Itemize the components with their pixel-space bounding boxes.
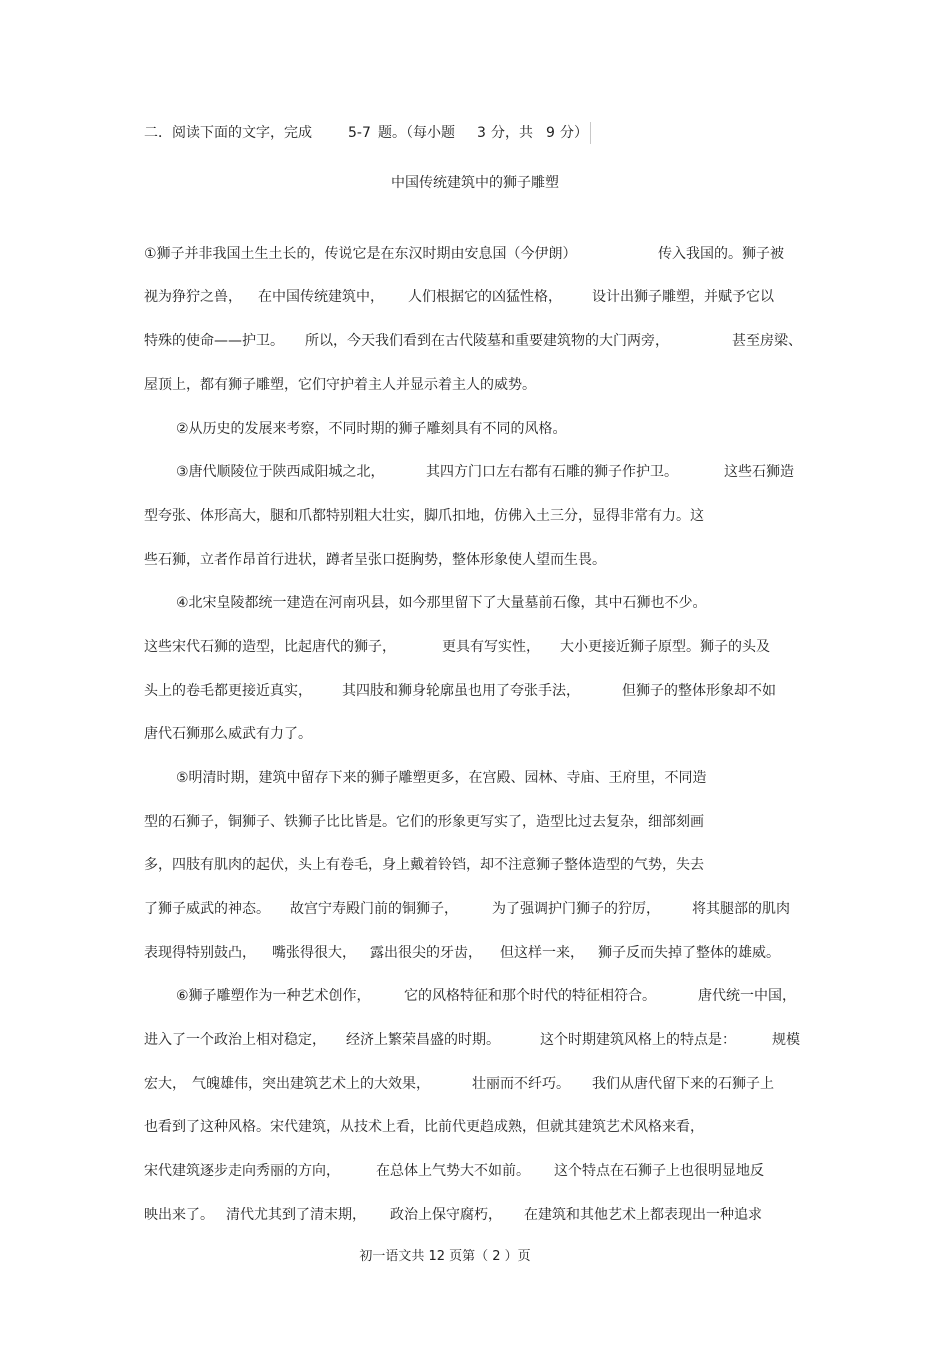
line-segment: 头上的卷毛都更接近真实， <box>144 683 312 699</box>
score-mid: 分，共 <box>491 125 533 141</box>
line-segment: 型的石狮子，铜狮子、铁狮子比比皆是。它们的形象更写实了，造型比过去复杂，细部刻画 <box>144 814 704 830</box>
body-line <box>0 766 950 790</box>
question-detail: 题。（每小题 <box>378 125 455 141</box>
line-segment: 规模 <box>772 1032 800 1048</box>
line-segment: 但狮子的整体形象却不如 <box>622 683 776 699</box>
body-line <box>0 591 950 615</box>
line-segment: 这些石狮造 <box>724 464 794 480</box>
body-line <box>0 853 950 877</box>
line-segment: 宏大， <box>144 1076 186 1092</box>
line-segment: 清代尤其到了清末期， <box>226 1207 366 1223</box>
line-segment: 也看到了这种风格。宋代建筑，从技术上看，比前代更趋成熟，但就其建筑艺术风格来看， <box>144 1119 704 1135</box>
line-segment: 传入我国的。狮子被 <box>658 246 784 262</box>
line-segment: 宋代建筑逐步走向秀丽的方向， <box>144 1163 340 1179</box>
article-title: 中国传统建筑中的狮子雕塑 <box>391 175 559 191</box>
body-line <box>0 329 950 353</box>
line-segment: ②从历史的发展来考察，不同时期的狮子雕刻具有不同的风格。 <box>176 421 567 437</box>
text-cursor-divider <box>590 122 591 144</box>
line-segment: 表现得特别鼓凸， <box>144 945 256 961</box>
line-segment: 在建筑和其他艺术上都表现出一种追求 <box>524 1207 762 1223</box>
line-segment: 这个特点在石狮子上也很明显地反 <box>554 1163 764 1179</box>
line-segment: ③唐代顺陵位于陕西咸阳城之北， <box>176 464 385 480</box>
line-segment: 大小更接近狮子原型。狮子的头及 <box>560 639 770 655</box>
body-line <box>0 679 950 703</box>
body-line <box>0 504 950 528</box>
body-line <box>0 548 950 572</box>
line-segment: 它的风格特征和那个时代的特征相符合。 <box>404 988 656 1004</box>
body-line <box>0 810 950 834</box>
line-segment: 更具有写实性， <box>442 639 540 655</box>
line-segment: 视为狰狞之兽， <box>144 289 242 305</box>
score-each: 3 <box>477 125 486 141</box>
line-segment: 人们根据它的凶猛性格， <box>408 289 562 305</box>
body-line <box>0 722 950 746</box>
line-segment: 多，四肢有肌肉的起伏，头上有卷毛，身上戴着铃铛，却不注意狮子整体造型的气势，失去 <box>144 857 704 873</box>
body-line <box>0 941 950 965</box>
score-total: 9 <box>546 125 555 141</box>
question-intro: 二．阅读下面的文字，完成 <box>144 125 312 141</box>
body-line <box>0 897 950 921</box>
score-end: 分） <box>560 125 588 141</box>
line-segment: 在总体上气势大不如前。 <box>376 1163 530 1179</box>
line-segment: 气魄雄伟，突出建筑艺术上的大效果， <box>192 1076 430 1092</box>
body-line <box>0 460 950 484</box>
body-line <box>0 417 950 441</box>
line-segment: ①狮子并非我国土生土长的，传说它是在东汉时期由安息国（今伊朗） <box>144 246 577 262</box>
body-line <box>0 1159 950 1183</box>
body-line <box>0 242 950 266</box>
page-footer: 初一语文共 12 页第（ 2 ）页 <box>359 1249 531 1264</box>
line-segment: 故宫宁寿殿门前的铜狮子， <box>290 901 458 917</box>
line-segment: 我们从唐代留下来的石狮子上 <box>592 1076 774 1092</box>
line-segment: 露出很尖的牙齿， <box>370 945 482 961</box>
line-segment: 屋顶上，都有狮子雕塑，它们守护着主人并显示着主人的威势。 <box>144 377 536 393</box>
body-line <box>0 1115 950 1139</box>
line-segment: 唐代石狮那么威武有力了。 <box>144 726 312 742</box>
body-line <box>0 1072 950 1096</box>
body-line <box>0 285 950 309</box>
body-line <box>0 984 950 1008</box>
line-segment: 经济上繁荣昌盛的时期。 <box>346 1032 500 1048</box>
line-segment: ⑤明清时期，建筑中留存下来的狮子雕塑更多，在宫殿、园林、寺庙、王府里，不同造 <box>176 770 707 786</box>
line-segment: 将其腿部的肌肉 <box>692 901 790 917</box>
line-segment: ⑥狮子雕塑作为一种艺术创作， <box>176 988 371 1004</box>
line-segment: 了狮子威武的神态。 <box>144 901 270 917</box>
line-segment: 型夸张、体形高大，腿和爪都特别粗大壮实，脚爪扣地，仿佛入土三分，显得非常有力。这 <box>144 508 704 524</box>
line-segment: ④北宋皇陵都统一建造在河南巩县，如今那里留下了大量墓前石像，其中石狮也不少。 <box>176 595 707 611</box>
line-segment: 但这样一来， <box>500 945 584 961</box>
line-segment: 所以，今天我们看到在古代陵墓和重要建筑物的大门两旁， <box>305 333 669 349</box>
line-segment: 这些宋代石狮的造型，比起唐代的狮子， <box>144 639 396 655</box>
line-segment: 些石狮，立者作昂首行进状，蹲者呈张口挺胸势，整体形象使人望而生畏。 <box>144 552 606 568</box>
line-segment: 为了强调护门狮子的狞厉， <box>492 901 660 917</box>
line-segment: 壮丽而不纤巧。 <box>472 1076 570 1092</box>
line-segment: 特殊的使命——护卫。 <box>144 333 284 349</box>
line-segment: 嘴张得很大， <box>272 945 356 961</box>
line-segment: 政治上保守腐朽， <box>390 1207 502 1223</box>
body-line <box>0 373 950 397</box>
body-line <box>0 1028 950 1052</box>
question-header <box>0 121 950 145</box>
line-segment: 进入了一个政治上相对稳定， <box>144 1032 326 1048</box>
line-segment: 映出来了。 <box>144 1207 214 1223</box>
question-range: 5-7 <box>348 125 371 141</box>
line-segment: 其四方门口左右都有石雕的狮子作护卫。 <box>426 464 678 480</box>
line-segment: 唐代统一中国， <box>698 988 796 1004</box>
body-line <box>0 635 950 659</box>
line-segment: 甚至房梁、 <box>732 333 802 349</box>
line-segment: 狮子反而失掉了整体的雄威。 <box>598 945 780 961</box>
line-segment: 在中国传统建筑中， <box>258 289 384 305</box>
line-segment: 其四肢和狮身轮廓虽也用了夸张手法， <box>342 683 580 699</box>
body-line <box>0 1203 950 1227</box>
line-segment: 设计出狮子雕塑，并赋予它以 <box>592 289 774 305</box>
line-segment: 这个时期建筑风格上的特点是： <box>540 1032 736 1048</box>
